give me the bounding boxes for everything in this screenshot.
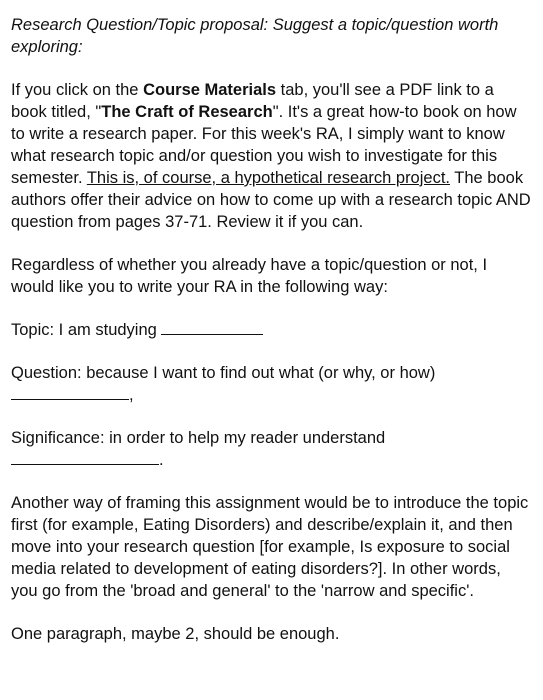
intro-paragraph (11, 79, 531, 233)
intro-text-3: ". It's a great how-to book on how to write a research paper. For this week's RA, I simply want to know what research topic and/or question you wish to investigate for this semester. (11, 103, 517, 187)
significance-label: Significance: in order to help my reader understand (11, 429, 386, 447)
assignment-title: Research Question/Topic proposal: Suggest a topic/question worth exploring: (11, 16, 499, 56)
topic-label: Topic: I am studying (11, 321, 157, 339)
topic-template-line (11, 319, 531, 341)
course-materials-tab-name: Course Materials (143, 81, 277, 99)
question-comma: , (129, 386, 134, 404)
hypothetical-note: This is, of course, a hypothetical research project. (86, 169, 450, 187)
intro-text-4: The book authors offer their advice on how to come up with a research topic AND question from pages 37-71. Review it if you can. (11, 169, 531, 231)
question-blank (11, 385, 129, 400)
question-label: Question: because I want to find out what (or why, or how) (11, 364, 436, 382)
framing-paragraph: Another way of framing this assignment would be to introduce the topic first (for example, Eating Disorders) and describe/explain it, and then move into your research question [for example, Is exposure to social media related to development of eating disorders?]. In other words, you go from the 'broad and general' to the 'narrow and specific'. (11, 494, 529, 600)
question-template-line (11, 362, 531, 406)
topic-blank (161, 320, 263, 335)
book-title: The Craft of Research (101, 103, 273, 121)
intro-text-1: If you click on the (11, 81, 144, 99)
significance-blank (11, 450, 159, 465)
closing-line: One paragraph, maybe 2, should be enough. (11, 625, 340, 643)
significance-period: . (159, 451, 164, 469)
significance-template-line (11, 427, 531, 471)
intro-text-2: tab, you'll see a PDF link to a book titled, " (11, 81, 494, 121)
instructions-paragraph: Regardless of whether you already have a topic/question or not, I would like you to write your RA in the following way: (11, 256, 488, 296)
